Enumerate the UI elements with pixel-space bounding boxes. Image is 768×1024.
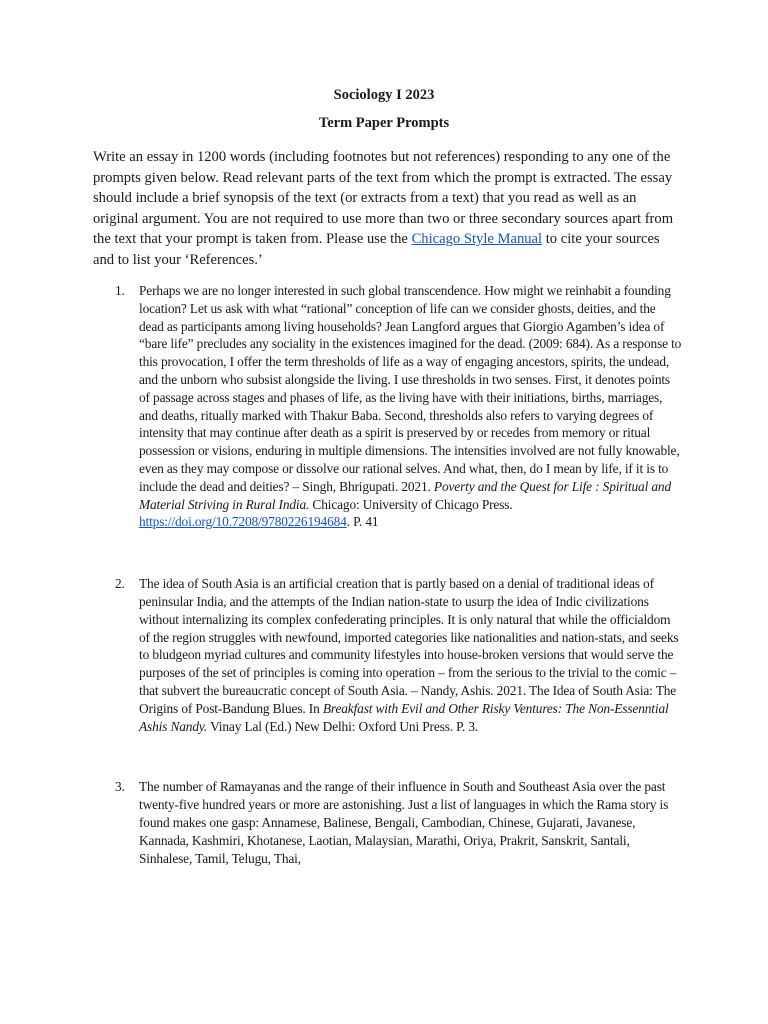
prompt-citation-tail: Vinay Lal (Ed.) New Delhi: Oxford Uni Press. P. 3. xyxy=(207,718,479,734)
prompt-item xyxy=(93,282,683,531)
prompt-citation-publisher: Chicago: University of Chicago Press. xyxy=(309,496,513,512)
intro-text-end: to cite your sources and to list your ‘References.’ xyxy=(93,231,660,268)
course-title: Sociology I 2023 xyxy=(333,87,435,103)
prompt-citation-title: Breakfast with Evil and Other Risky Ventures: The Non-Essenntial Ashis Nandy. xyxy=(139,700,669,734)
prompt-item xyxy=(93,575,683,735)
prompt-list xyxy=(93,282,683,867)
prompt-text: Perhaps we are no longer interested in such global transcendence. How might we reinhabit a founding location? Let us ask with what “rational” conception of life can we consider ghosts, deities, and the dead as participants among living households? Jean Langford argues that Giorgio Agamben’s idea of “bare life” precludes any sociality in the existences imagined for the dead. (2009: 684). As a response to this provocation, I offer the term thresholds of life as a way of engaging ancestors, spirits, the undead, and the unborn who subsist alongside the living. I use thresholds in two senses. First, it denotes points of passage across stages and phases of life, as the living have with their initiations, births, marriages, and deaths, ritually marked with Thakur Baba. Second, thresholds also refers to varying degrees of intensity that may continue after death as a spirit is preserved by or recedes from memory or ritual possession or visions, enduring in multiple dimensions. The intensities involved are not fully knowable, even as they may compose or dissolve our rational selves. And what, then, do I mean by life, if it is to include the dead and deities? – Singh, Bhrigupati. 2021. xyxy=(139,283,682,494)
prompt-number: 1. xyxy=(115,283,125,298)
prompt-citation-page: . P. 41 xyxy=(346,514,379,530)
intro-text: Write an essay in 1200 words (including footnotes but not references) responding to any one of the prompts given below. Read relevant parts of the text from which the prompt is extracted. The essay should include a brief synopsis of the text (or extracts from a text) that you read as well as an original argument. You are not required to use more than two or three secondary sources apart from the text that your prompt is taken from. Please use the xyxy=(93,149,674,247)
prompt-text: The idea of South Asia is an artificial creation that is partly based on a denial of traditional ideas of peninsular India, and the attempts of the Indian nation-state to usurp the idea of Indic civilizations without internalizing its complex confederating principles. It is only natural that while the officialdom of the region struggles with newfound, imported categories like nationalities and nation-stats, and seeks to bludgeon myriad cultures and community lifestyles into house-broken versions that would serve the purposes of the set of principles is coming into operation – from the serious to the trivial to the comic – that subvert the bureaucratic concept of South Asia. – Nandy, Ashis. 2021. The Idea of South Asia: The Origins of Post-Bandung Blues. In xyxy=(139,576,679,716)
prompt-number: 3. xyxy=(115,779,125,795)
prompt-citation-title: Poverty and the Quest for Life : Spiritual and Material Striving in Rural India. xyxy=(139,478,672,512)
doi-link[interactable]: https://doi.org/10.7208/9780226194684 xyxy=(139,514,347,530)
page-title: Term Paper Prompts xyxy=(318,115,450,131)
prompt-item xyxy=(93,778,683,867)
chicago-style-manual-link[interactable]: Chicago Style Manual xyxy=(411,231,543,247)
prompt-text: The number of Ramayanas and the range of their influence in South and Southeast Asia over the past twenty-five hundred years or more are astonishing. Just a list of languages in which the Rama story is found makes one gasp: Annamese, Balinese, Bengali, Cambodian, Chinese, Gujarati, Javanese, Kannada, Kashmiri, Khotanese, Laotian, Malaysian, Marathi, Oriya, Prakrit, Sanskrit, Santali, Sinhalese, Tamil, Telugu, Thai, xyxy=(139,779,669,866)
prompt-number: 2. xyxy=(115,576,125,592)
intro-paragraph xyxy=(93,147,683,270)
